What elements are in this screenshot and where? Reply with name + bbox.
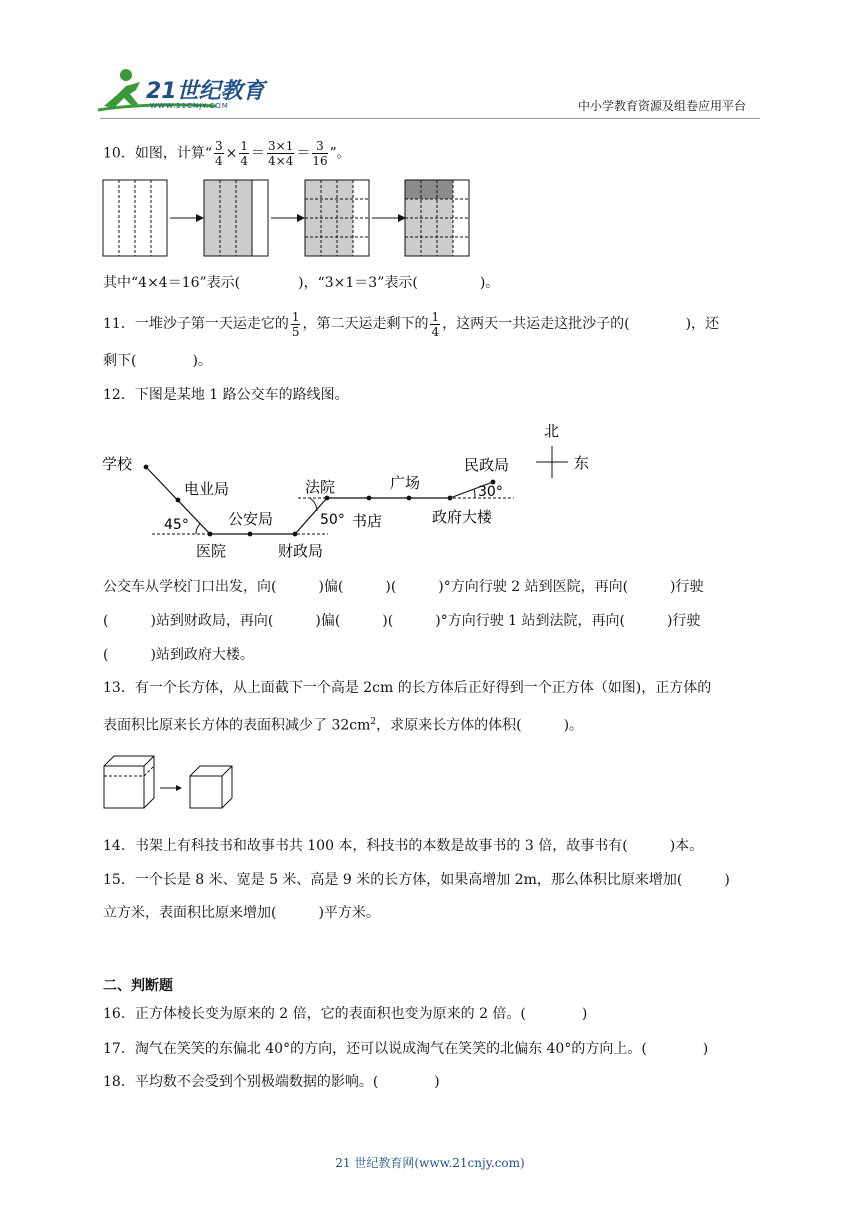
q15-line-2: 立方米，表面积比原来增加( )平方米。 (103, 905, 380, 921)
q10-square-1 (103, 180, 167, 256)
cube-icon (190, 766, 232, 808)
stop-bookstore (367, 496, 372, 501)
q10-prefix: 10．如图，计算“ (103, 145, 212, 162)
label-gov: 政府大楼 (432, 508, 493, 526)
header-rule (100, 118, 760, 119)
section-title-judgment: 二、判断题 (103, 978, 173, 994)
label-police: 公安局 (228, 510, 274, 528)
stop-court (325, 496, 330, 501)
q11-frac-1-5: $\frac{1}{5}$ (291, 309, 300, 339)
logo-url: WWW.21CNJY.COM (150, 102, 229, 110)
q10-frac-1-4: $\frac{1}{4}$ (240, 139, 248, 168)
q10-frac-3-4: $\frac{3}{4}$ (214, 139, 223, 168)
q12-answer-line-3: ( )站到政府大楼。 (103, 647, 254, 663)
q18-text: 18．平均数不会受到个别极端数据的影响。( ) (103, 1074, 440, 1090)
stop-finance (293, 532, 298, 537)
header-right-text: 中小学教育资源及组卷应用平台 (578, 99, 747, 113)
q12-answer-line-2: ( )站到财政局，再向( )偏( )( )°方向行驶 1 站到法院，再向( )行驶 (103, 613, 701, 629)
q10-frac-3-16: $\frac{3}{16}$ (312, 139, 328, 168)
q11-line-1: 11．一堆沙子第一天运走它的 $\frac{1}{5}$ ，第二天运走剩下的 $\frac{1}{4}$ ，这两天一共运走这批沙子的( )，还 (103, 309, 720, 339)
stop-school (144, 465, 149, 470)
label-east: 东 (574, 454, 590, 472)
q11-line-2: 剩下( )。 (103, 353, 212, 369)
q12-bus-route-map (98, 416, 618, 566)
arrow-right-icon (271, 214, 305, 222)
label-court: 法院 (305, 478, 336, 496)
q10-frac-3x1-4x4: $\frac{3\times 1}{4\times 4}$ (268, 139, 294, 168)
q12-title: 12．下图是某地 1 路公交车的路线图。 (103, 387, 349, 403)
stop-square (407, 496, 412, 501)
q10-fraction-diagram (100, 176, 480, 260)
stop-hospital (208, 532, 213, 537)
label-angle-50: 50° (320, 512, 345, 528)
label-square: 广场 (390, 474, 421, 492)
q17-text: 17．淘气在笑笑的东偏北 40°的方向，还可以说成淘气在笑笑的北偏东 40°的方向上。( ) (103, 1041, 709, 1057)
arrow-right-icon (170, 214, 204, 222)
q10-answer: 其中“4×4＝16”表示( )，“3×1＝3”表示( )。 (103, 275, 500, 291)
label-civil: 民政局 (464, 456, 510, 474)
footer-text: 21 世纪教育网(www.21cnjy.com) (335, 1156, 525, 1170)
q14-text: 14．书架上有科技书和故事书共 100 本，科技书的本数是故事书的 3 倍，故事书有( )本。 (103, 838, 704, 854)
q16-text: 16．正方体棱长变为原来的 2 倍，它的表面积也变为原来的 2 倍。( ) (103, 1006, 588, 1022)
label-school: 学校 (102, 455, 133, 473)
q13-cuboid-diagram (100, 752, 240, 812)
label-hospital: 医院 (196, 542, 227, 560)
cuboid-icon (104, 756, 154, 808)
label-north: 北 (544, 422, 560, 440)
q11-frac-1-4: $\frac{1}{4}$ (431, 309, 440, 339)
arrow-right-icon (372, 214, 406, 222)
q10-square-3 (305, 180, 369, 256)
label-angle-45: 45° (164, 517, 189, 533)
q13-line-2: 表面积比原来长方体的表面积减少了 $32cm^2$，求原来长方体的体积( )。 (103, 717, 584, 734)
stop-police (248, 532, 253, 537)
q10-title: 10．如图，计算“ $\frac{3}{4}$ × $\frac{1}{4}$ ＝ $\frac{3\times 1}{4\times 4}$ ＝ $\frac{3}{16}$ ”。 (103, 139, 351, 168)
logo (96, 66, 266, 116)
compass-icon (536, 446, 568, 478)
logo-text: 21世纪教育 (146, 79, 265, 104)
label-power: 电业局 (184, 480, 230, 498)
q12-answer-line-1: 公交车从学校门口出发，向( )偏( )( )°方向行驶 2 站到医院，再向( )行驶 (103, 579, 704, 595)
arrow-right-icon (160, 785, 182, 791)
label-finance: 财政局 (278, 542, 324, 560)
q10-square-4 (405, 180, 469, 256)
q13-line-1: 13．有一个长方体，从上面截下一个高是 2cm 的长方体后正好得到一个正方体（如图)，正方体的 (103, 680, 712, 696)
q10-square-2 (204, 180, 268, 256)
label-bookstore: 书店 (352, 512, 383, 530)
label-angle-30: 30° (478, 484, 503, 500)
stop-power (176, 498, 181, 503)
stop-gov (448, 496, 453, 501)
q15-line-1: 15．一个长是 8 米、宽是 5 米、高是 9 米的长方体，如果高增加 2m，那么体积比原来增加( ) (103, 872, 730, 888)
